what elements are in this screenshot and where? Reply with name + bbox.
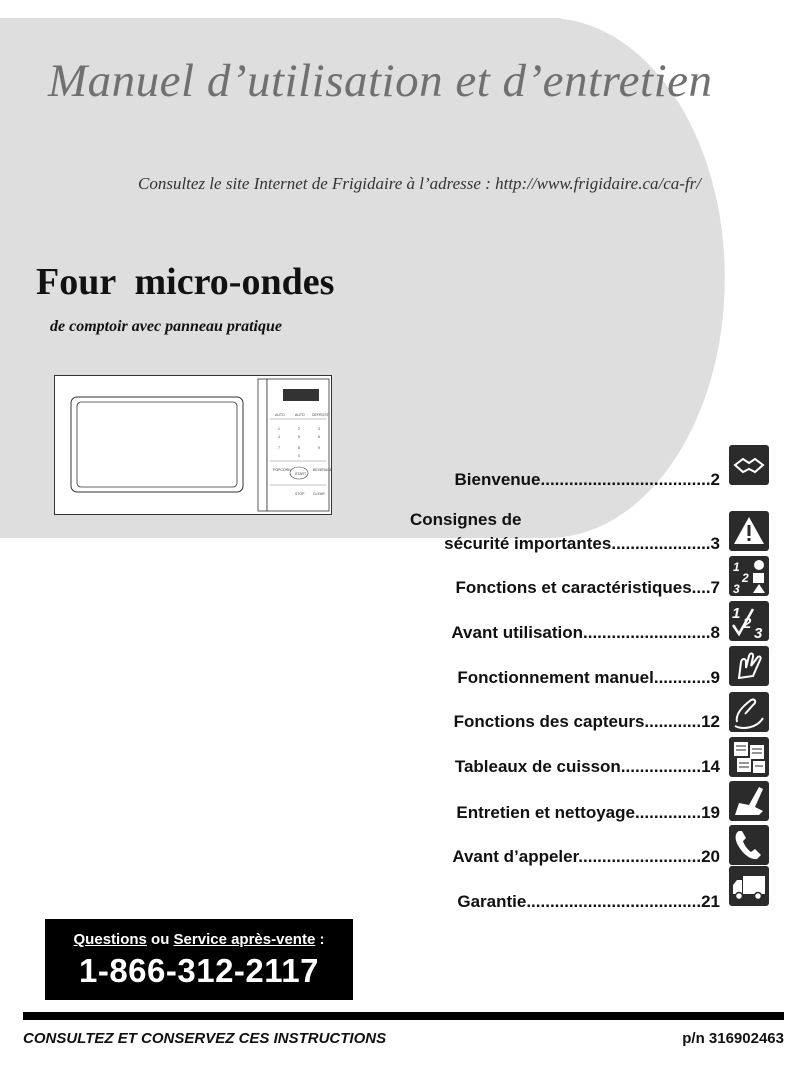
svg-text:3: 3 — [733, 582, 740, 596]
svg-text:3: 3 — [754, 625, 763, 641]
mw-key-6: 6 — [318, 435, 320, 439]
toc-item-consignes[interactable] — [404, 510, 720, 556]
cleaning-hand-icon — [729, 781, 769, 821]
checklist-123-icon — [729, 601, 769, 641]
svg-text:2: 2 — [742, 571, 749, 585]
mw-label-stop: STOP — [295, 492, 305, 496]
mw-key-2: 2 — [298, 427, 300, 431]
toc-label: Avant d’appeler..........................20 — [452, 847, 720, 866]
toc-item-entretien[interactable] — [404, 781, 720, 825]
toc-item-tableaux-cuisson[interactable] — [404, 735, 720, 779]
toc-label: Avant utilisation...........................8 — [451, 623, 720, 642]
toc-label: Garantie.....................................21 — [457, 892, 720, 911]
service-phone-box — [45, 919, 353, 1000]
toc-label: sécurité importantes.....................3 — [444, 534, 720, 553]
service-colon: : — [315, 931, 325, 948]
charts-icon — [729, 737, 769, 777]
mw-label-start: START — [295, 472, 307, 476]
website-line[interactable]: Consultez le site Internet de Frigidaire à l’adresse : http://www.frigidaire.ca/ca-fr/ — [138, 174, 701, 193]
mw-label-defrost: DEFROST — [312, 413, 329, 417]
mw-label-clear: CLEAR — [313, 492, 325, 496]
mw-label-auto1: AUTO — [275, 413, 285, 417]
mw-key-4: 4 — [278, 435, 280, 439]
toc-item-fonctionnement-manuel[interactable] — [404, 646, 720, 690]
numbered-shapes-icon — [729, 556, 769, 596]
service-phone-number[interactable]: 1-866-312-2117 — [78, 952, 320, 989]
toc-item-bienvenue[interactable] — [404, 448, 720, 492]
toc-item-avant-utilisation[interactable] — [404, 601, 720, 645]
mw-key-9: 9 — [318, 446, 320, 450]
mw-key-7: 7 — [278, 446, 280, 450]
mw-key-3: 3 — [318, 427, 320, 431]
truck-icon — [729, 866, 769, 906]
toc-item-fonctions[interactable] — [404, 556, 720, 600]
footer-instructions: CONSULTEZ ET CONSERVEZ CES INSTRUCTIONS — [23, 1030, 387, 1047]
mw-label-beverage: BEVERAGE — [313, 468, 332, 472]
mw-key-5: 5 — [298, 435, 300, 439]
toc-label: Bienvenue....................................2 — [454, 470, 720, 489]
mw-key-0: 0 — [298, 454, 300, 458]
toc-label: Fonctions des capteurs............12 — [453, 712, 720, 731]
mw-key-1: 1 — [278, 427, 280, 431]
svg-text:2: 2 — [743, 615, 752, 632]
manual-title: Manuel d’utilisation et d’entretien — [48, 55, 713, 107]
service-link[interactable]: Service après-vente — [173, 931, 316, 948]
telephone-icon — [729, 825, 769, 865]
toc-item-garantie[interactable] — [404, 870, 720, 914]
mw-key-8: 8 — [298, 446, 300, 450]
toc-label: Fonctionnement manuel............9 — [457, 668, 720, 687]
toc-item-fonctions-capteurs[interactable] — [404, 690, 720, 734]
toc-label: Tableaux de cuisson.................14 — [454, 757, 720, 776]
toc-label-line1: Consignes de — [410, 510, 522, 529]
footer-rule — [23, 1012, 784, 1020]
svg-text:1: 1 — [733, 560, 740, 574]
handshake-icon — [729, 445, 769, 485]
sensor-hand-icon — [729, 692, 769, 732]
toc-item-avant-appeler[interactable] — [404, 825, 720, 869]
mw-label-popcorn: POPCORN — [273, 468, 291, 472]
footer-part-number: p/n 316902463 — [682, 1030, 784, 1047]
service-or: ou — [146, 931, 174, 948]
svg-text:1: 1 — [732, 605, 741, 622]
service-question-line — [45, 931, 353, 948]
toc-label: Fonctions et caractéristiques....7 — [455, 578, 720, 597]
mw-label-auto2: AUTO — [295, 413, 305, 417]
product-name: Four micro-ondes — [36, 261, 335, 303]
hand-pointing-icon — [729, 646, 769, 686]
questions-link[interactable]: Questions — [73, 931, 147, 948]
warning-icon — [729, 511, 769, 551]
toc-label: Entretien et nettoyage..............19 — [456, 803, 720, 822]
product-subtitle: de comptoir avec panneau pratique — [50, 318, 282, 335]
microwave-illustration — [54, 375, 332, 515]
